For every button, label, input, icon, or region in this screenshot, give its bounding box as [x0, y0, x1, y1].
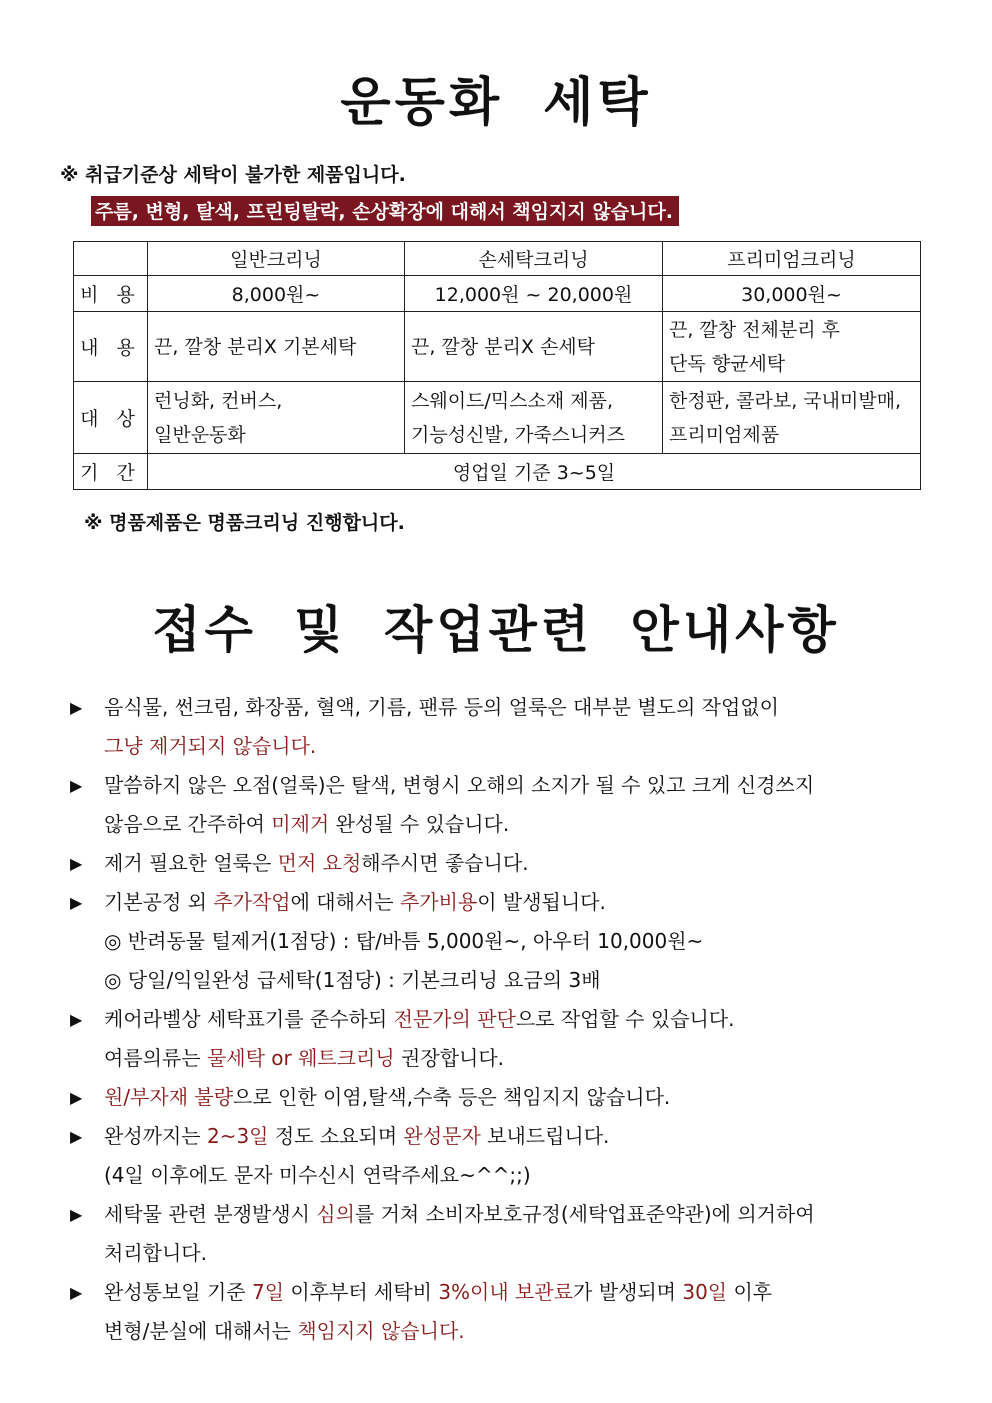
item-text: 음식물, 썬크림, 화장품, 혈액, 기름, 팬류 등의 얼룩은 대부분 별도의 작업없이	[104, 695, 779, 719]
list-item-line	[104, 1195, 950, 1234]
item-text: 세탁물 관련 분쟁발생시	[104, 1202, 317, 1226]
list-item-line	[104, 805, 950, 844]
item-text: 완성될 수 있습니다.	[329, 812, 510, 836]
triangle-right-icon: ▶	[70, 893, 83, 912]
table-cell: 끈, 깔창 분리X 기본세탁	[148, 312, 405, 382]
list-item	[70, 1117, 950, 1195]
item-text: ◎ 당일/익일완성 급세탁(1점당) : 기본크리닝 요금의 3배	[104, 968, 601, 992]
list-item-line	[104, 1273, 950, 1312]
table-cell: 한정판, 콜라보, 국내미발매, 프리미엄제품	[663, 382, 921, 454]
highlight-text: 그냥 제거되지 않습니다.	[104, 734, 317, 758]
table-header-cell: 일반크리닝	[148, 242, 405, 276]
item-text: 처리합니다.	[104, 1241, 207, 1265]
table-cell: 스웨이드/믹스소재 제품, 기능성신발, 가죽스니커즈	[405, 382, 663, 454]
triangle-right-icon: ▶	[70, 776, 83, 795]
item-text: (4일 이후에도 문자 미수신시 연락주세요~^^;;)	[104, 1163, 531, 1187]
highlight-text: 전문가의 판단	[393, 1007, 516, 1031]
section-title: 접수 및 작업관련 안내사항	[152, 601, 840, 659]
table-cell: 12,000원 ~ 20,000원	[405, 276, 663, 312]
list-item	[70, 766, 950, 844]
table-cell: 영업일 기준 3~5일	[148, 454, 921, 490]
highlight-text: 추가작업	[213, 890, 291, 914]
item-text: 으로 작업할 수 있습니다.	[515, 1007, 735, 1031]
item-text: 가 발생되며	[573, 1280, 683, 1304]
list-item-line	[104, 1156, 950, 1195]
item-text: 완성통보일 기준	[104, 1280, 252, 1304]
list-item-line	[104, 844, 950, 883]
table-row	[74, 454, 921, 490]
list-item-line	[104, 883, 950, 922]
item-text: 으로 인한 이염,탈색,수축 등은 책임지지 않습니다.	[233, 1085, 671, 1109]
highlight-text: 완성문자	[403, 1124, 481, 1148]
list-item	[70, 1000, 950, 1078]
table-cell: 30,000원~	[663, 276, 921, 312]
item-text: 이후	[727, 1280, 773, 1304]
item-text: 에 대해서는	[290, 890, 400, 914]
item-text: ◎ 반려동물 털제거(1점당) : 탑/바틈 5,000원~, 아우터 10,000원~	[104, 929, 704, 953]
highlight-text: 책임지지 않습니다.	[297, 1319, 465, 1343]
highlight-text: 30일	[682, 1280, 728, 1304]
luxury-note: ※ 명품제품은 명품크리닝 진행합니다.	[84, 512, 405, 534]
warning-banner: 주름, 변형, 탈색, 프린팅탈락, 손상확장에 대해서 책임지지 않습니다.	[91, 196, 679, 226]
item-text: 를 거쳐 소비자보호규정(세탁업표준약관)에 의거하여	[354, 1202, 815, 1226]
row-label: 기 간	[74, 454, 148, 490]
row-label: 내 용	[74, 312, 148, 382]
item-text: 권장합니다.	[394, 1046, 505, 1070]
item-text: 이 발생됩니다.	[477, 890, 606, 914]
triangle-right-icon: ▶	[70, 698, 83, 717]
table-row	[74, 312, 921, 382]
triangle-right-icon: ▶	[70, 1127, 83, 1146]
highlight-text: 먼저 요청	[277, 851, 362, 875]
highlight-text: 원/부자재 불량	[104, 1085, 234, 1109]
list-item-line	[104, 766, 950, 805]
table-header-cell: 프리미엄크리닝	[663, 242, 921, 276]
triangle-right-icon: ▶	[70, 854, 83, 873]
highlight-text: 7일	[251, 1280, 285, 1304]
table-cell: 런닝화, 컨버스, 일반운동화	[148, 382, 405, 454]
row-label: 대 상	[74, 382, 148, 454]
item-text: 않음으로 간주하여	[104, 812, 272, 836]
table-row	[74, 276, 921, 312]
list-item-line	[104, 922, 950, 961]
highlight-text: 물세탁 or 웨트크리닝	[206, 1046, 395, 1070]
list-item-line	[104, 1000, 950, 1039]
list-item-line	[104, 1039, 950, 1078]
highlight-text: 심의	[316, 1202, 355, 1226]
list-item	[70, 883, 950, 1000]
table-header-cell	[74, 242, 148, 276]
item-text: 완성까지는	[104, 1124, 207, 1148]
table-cell: 8,000원~	[148, 276, 405, 312]
highlight-text: 3%이내 보관료	[438, 1280, 574, 1304]
table-cell: 끈, 깔창 전체분리 후 단독 향균세탁	[663, 312, 921, 382]
item-text: 해주시면 좋습니다.	[361, 851, 529, 875]
triangle-right-icon: ▶	[70, 1010, 83, 1029]
list-item	[70, 688, 950, 766]
triangle-right-icon: ▶	[70, 1283, 83, 1302]
list-item-line	[104, 1312, 950, 1351]
highlight-text: 추가비용	[399, 890, 478, 914]
highlight-text: 2~3일	[206, 1124, 269, 1148]
triangle-right-icon: ▶	[70, 1205, 83, 1224]
item-text: 여름의류는	[104, 1046, 207, 1070]
table-header-cell: 손세탁크리닝	[405, 242, 663, 276]
list-item	[70, 1273, 950, 1351]
item-text: 이후부터 세탁비	[284, 1280, 439, 1304]
item-text: 기본공정 외	[104, 890, 214, 914]
row-label: 비 용	[74, 276, 148, 312]
item-text: 말씀하지 않은 오점(얼룩)은 탈색, 변형시 오해의 소지가 될 수 있고 크게 신경쓰지	[104, 773, 815, 797]
triangle-right-icon: ▶	[70, 1088, 83, 1107]
highlight-text: 미제거	[271, 812, 330, 836]
list-item-line	[104, 961, 950, 1000]
list-item	[70, 844, 950, 883]
item-text: 제거 필요한 얼룩은	[104, 851, 278, 875]
item-text: 보내드립니다.	[480, 1124, 610, 1148]
table-cell: 끈, 깔창 분리X 손세탁	[405, 312, 663, 382]
table-header-row	[74, 242, 921, 276]
list-item-line	[104, 1117, 950, 1156]
list-item-line	[104, 1078, 950, 1117]
price-table	[73, 241, 921, 490]
table-row	[74, 382, 921, 454]
list-item-line	[104, 727, 950, 766]
list-item-line	[104, 1234, 950, 1273]
item-text: 케어라벨상 세탁표기를 준수하되	[104, 1007, 394, 1031]
list-item-line	[104, 688, 950, 727]
notice-text: ※ 취급기준상 세탁이 불가한 제품입니다.	[60, 164, 406, 186]
list-item	[70, 1195, 950, 1273]
notice-list	[70, 688, 950, 1351]
item-text: 정도 소요되며	[268, 1124, 404, 1148]
item-text: 변형/분실에 대해서는	[104, 1319, 298, 1343]
list-item	[70, 1078, 950, 1117]
page-title: 운동화 세탁	[340, 73, 652, 133]
